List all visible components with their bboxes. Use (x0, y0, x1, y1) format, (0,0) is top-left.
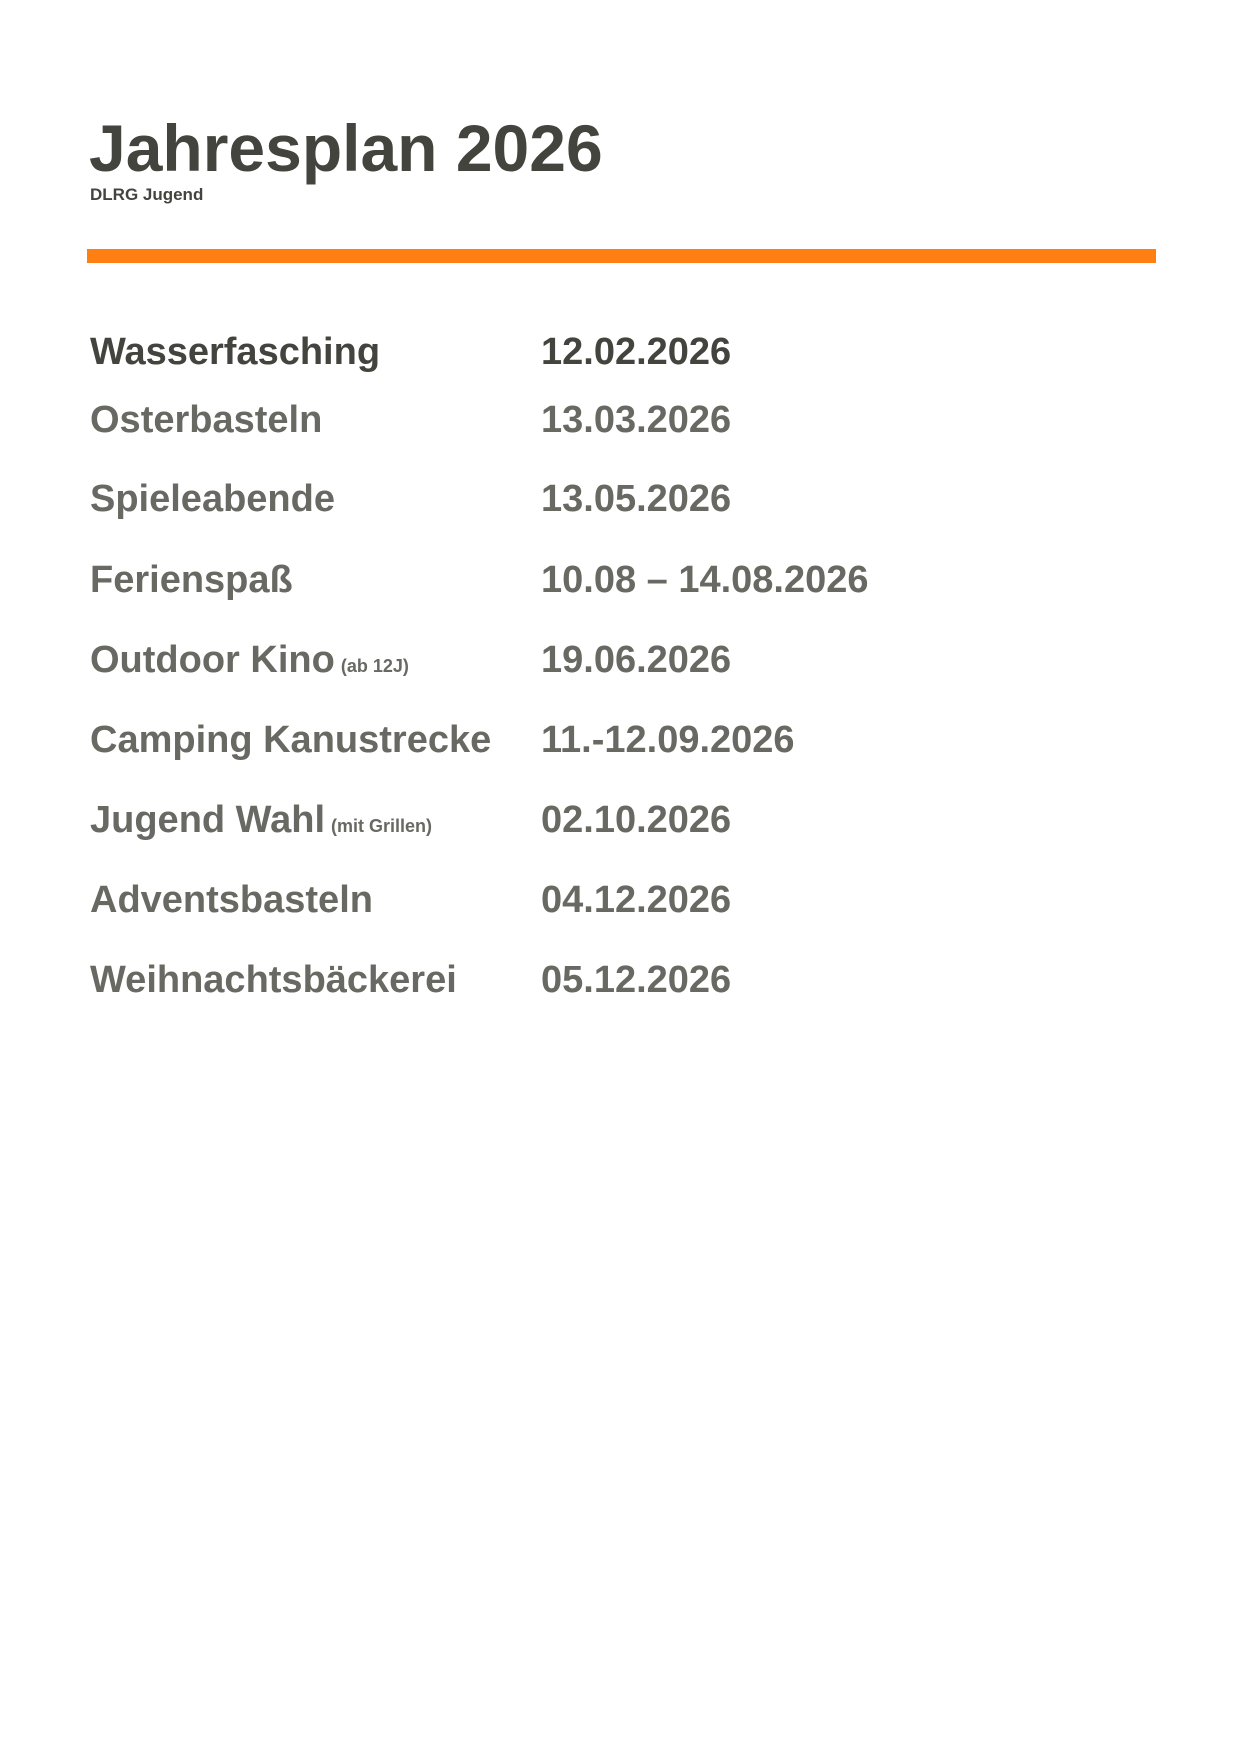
event-row (90, 955, 1090, 1005)
event-note: (ab 12J) (340, 656, 409, 676)
event-date: 05.12.2026 (541, 959, 732, 1001)
page-subtitle: DLRG Jugend (90, 185, 204, 204)
event-date: 13.03.2026 (541, 399, 732, 441)
event-name: Wasserfasching (90, 331, 381, 373)
event-row (90, 875, 1090, 925)
event-row (90, 715, 1090, 765)
event-name: Weihnachtsbäckerei (90, 959, 457, 1001)
event-row (90, 395, 1090, 445)
event-date: 19.06.2026 (541, 639, 732, 681)
event-row (90, 795, 1090, 845)
event-date: 04.12.2026 (541, 879, 732, 921)
event-row (90, 555, 1090, 605)
event-name: Osterbasteln (90, 399, 323, 441)
event-row (90, 474, 1090, 524)
event-date: 10.08 – 14.08.2026 (541, 559, 869, 601)
event-name: Camping Kanustrecke (90, 719, 492, 761)
event-row (90, 635, 1090, 685)
event-date: 12.02.2026 (541, 331, 732, 373)
event-note: (mit Grillen) (331, 816, 433, 836)
event-row (90, 327, 1090, 377)
event-date: 02.10.2026 (541, 799, 732, 841)
event-name: Jugend Wahl (mit Grillen) (90, 799, 433, 841)
event-name: Adventsbasteln (90, 879, 373, 921)
event-name: Spieleabende (90, 478, 335, 520)
event-name: Outdoor Kino (ab 12J) (90, 639, 409, 681)
event-date: 11.-12.09.2026 (541, 719, 795, 761)
event-date: 13.05.2026 (541, 478, 732, 520)
page-title: Jahresplan 2026 (89, 111, 603, 185)
event-name: Ferienspaß (90, 559, 293, 601)
